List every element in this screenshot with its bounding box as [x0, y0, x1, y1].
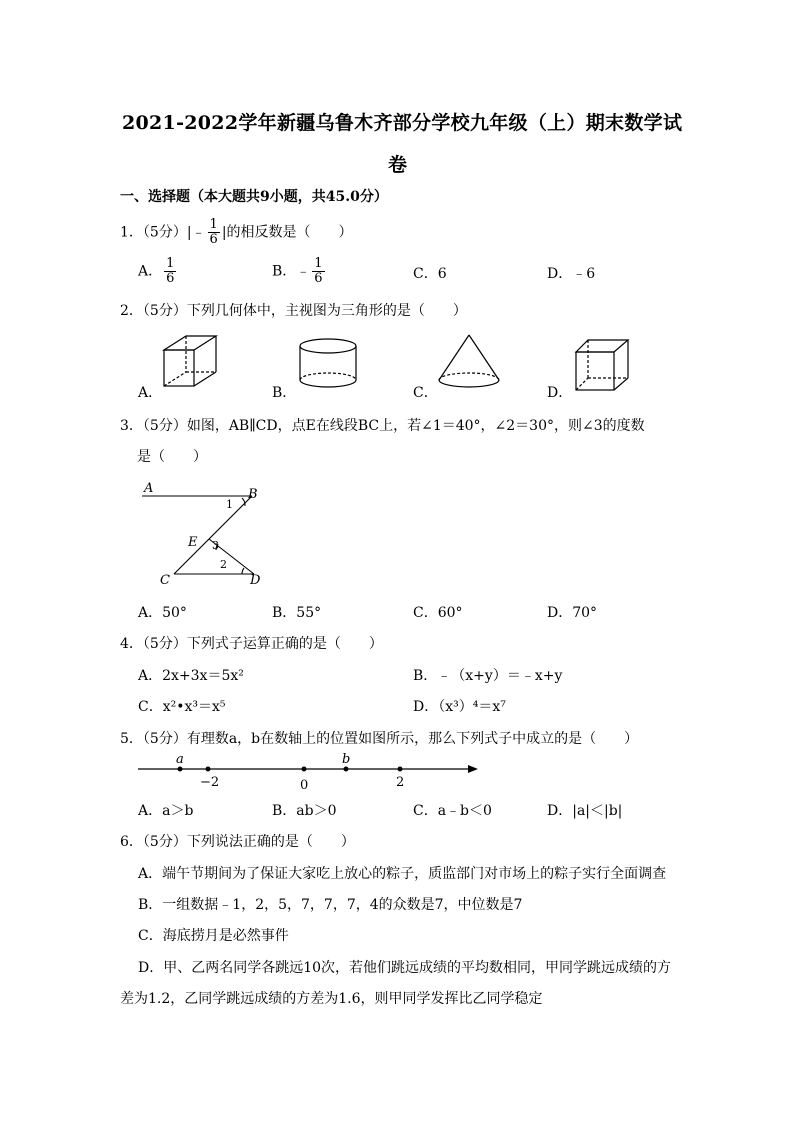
- q2-option-a: A．: [138, 385, 163, 401]
- angle-3-label: 3: [212, 539, 219, 552]
- q6-option-b: B．一组数据﹣1，2，5，7，7，7，4的众数是7，中位数是7: [138, 897, 523, 913]
- q2-option-d: D．: [547, 385, 573, 401]
- q6-option-d-line2: 差为1.2，乙同学跳远成绩的方差为1.6，则甲同学发挥比乙同学稳定: [120, 991, 543, 1007]
- q1-option-d: D．﹣6: [547, 266, 596, 282]
- cone-figure: [434, 332, 504, 392]
- q1-number: 1．（5分）: [120, 224, 187, 241]
- q2-option-b: B．: [272, 385, 297, 401]
- q2-option-c: C．: [413, 385, 438, 401]
- q6-option-d-line1: D．甲、乙两名同学各跳远10次，若他们跳远成绩的平均数相同，甲同学跳远成绩的方: [138, 960, 672, 976]
- point-b: [344, 767, 349, 772]
- question-1: [120, 218, 353, 247]
- number-line-figure: [136, 752, 482, 794]
- q5-option-d: D．|a|＜|b|: [547, 803, 623, 819]
- page-title-line1: 2021-2022学年新疆乌鲁木齐部分学校九年级（上）期末数学试: [122, 112, 683, 134]
- q1-option-c: C．6: [413, 266, 447, 282]
- q1-post: |的相反数是（ ）: [221, 224, 353, 241]
- q5-option-b: B．ab＞0: [272, 803, 337, 819]
- line-bc: [174, 496, 252, 574]
- angle-2-label: 2: [220, 558, 227, 571]
- q1-option-a: A． $\frac{1}{6}$: [138, 256, 175, 286]
- question-2: 2．（5分）下列几何体中，主视图为三角形的是（ ）: [120, 303, 467, 319]
- question-4: 4．（5分）下列式子运算正确的是（ ）: [120, 636, 383, 652]
- q4-option-b: B．﹣（x+y）＝﹣x+y: [413, 668, 563, 684]
- q1-pre: |﹣: [186, 224, 206, 241]
- label-c: C: [160, 573, 170, 588]
- tick-zero: 0: [300, 778, 309, 793]
- point-a: [178, 767, 183, 772]
- q3-option-b: B．55°: [272, 605, 322, 621]
- q4-option-d: D．（x³）⁴＝x⁷: [413, 699, 506, 715]
- parallel-lines-figure: [138, 478, 268, 590]
- q3-option-c: C．60°: [413, 605, 463, 621]
- triangular-prism-figure: [160, 332, 222, 390]
- tick-pos2: 2: [396, 775, 405, 790]
- angle-1-label: 1: [226, 498, 233, 511]
- q4-option-c: C．x²•x³＝x⁵: [138, 699, 226, 715]
- label-a: A: [144, 481, 154, 496]
- q3-option-a: A．50°: [138, 605, 187, 621]
- question-3-line2: 是（ ）: [137, 449, 207, 465]
- cube-figure: [572, 336, 632, 394]
- point-neg2: [206, 767, 211, 772]
- q1-option-b: B．﹣ $\frac{1}{6}$: [272, 256, 323, 286]
- label-b: B: [248, 487, 258, 502]
- point-zero: [302, 767, 307, 772]
- label-a-point: a: [176, 752, 184, 767]
- q3-option-d: D．70°: [547, 605, 598, 621]
- label-e: E: [188, 535, 198, 550]
- question-5: 5．（5分）有理数a，b在数轴上的位置如图所示，那么下列式子中成立的是（ ）: [120, 731, 639, 747]
- label-b-point: b: [342, 752, 351, 767]
- q5-option-a: A．a＞b: [138, 803, 194, 819]
- section-heading: 一、选择题（本大题共9小题，共45.0分）: [120, 189, 388, 205]
- q6-option-c: C．海底捞月是必然事件: [138, 928, 289, 944]
- q1-fraction: $\frac{1}{6}$: [209, 217, 218, 247]
- label-d: D: [250, 573, 261, 588]
- page-title-line2: 卷: [388, 154, 408, 176]
- question-3-line1: 3．（5分）如图，AB∥CD，点E在线段BC上，若∠1＝40°，∠2＝30°，则∠3的度数: [120, 418, 645, 434]
- point-pos2: [398, 767, 403, 772]
- q6-option-a: A．端午节期间为了保证大家吃上放心的粽子，质监部门对市场上的粽子实行全面调查: [138, 866, 667, 882]
- q4-option-a: A．2x+3x＝5x²: [138, 668, 244, 684]
- cylinder-figure: [296, 336, 360, 392]
- tick-neg2: −2: [200, 775, 220, 790]
- question-6: 6．（5分）下列说法正确的是（ ）: [120, 834, 355, 850]
- q5-option-c: C．a﹣b＜0: [413, 803, 492, 819]
